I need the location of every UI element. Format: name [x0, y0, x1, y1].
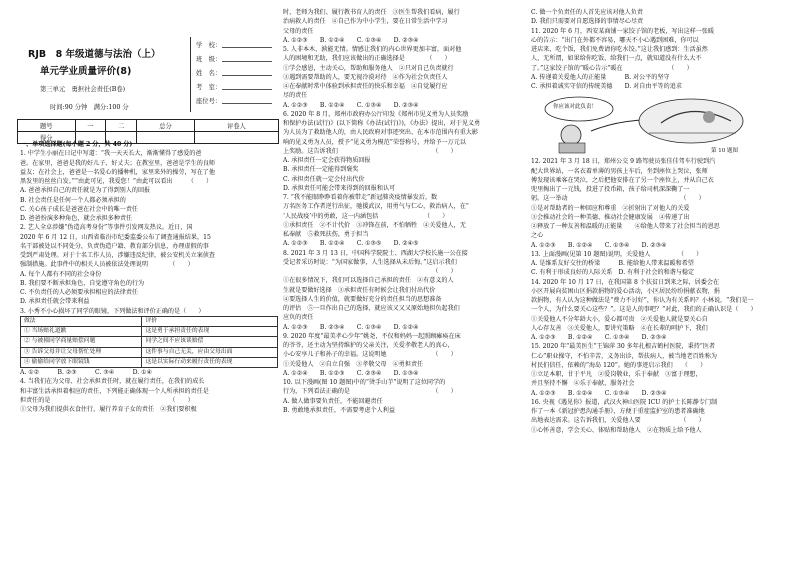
- text-line: 心的告示：“出门在外都不容易，哪天不小心遇到困难，你可以: [531, 36, 699, 44]
- text-line: 时，老师为我们、履行教书育人的责任 ③医生帮我们看病，履行: [283, 9, 460, 16]
- text-line: A. ①②③ B. ①②④ C. ①③⑤ D. ②④⑤: [283, 240, 419, 248]
- options-row: [21, 337, 278, 347]
- text-line: A. 做人做事要负责任，不能回避责任: [283, 397, 383, 405]
- text-line: D. 承担责任就会带来利益: [20, 298, 90, 306]
- score-cell: 一: [75, 120, 106, 132]
- text-line: ①是对帮助者的一种回应和尊重 ②折射出了对他人的关爱: [531, 204, 690, 212]
- text-line: 8. 2021 年 3 月 13 日，中国科学院院士、西湖大学校长施一公在接: [283, 249, 468, 257]
- text-line: 14. 2020 年 10 月 17 日，在我国第 8 个扶贫日到来之际，居委会在: [531, 278, 720, 286]
- text-line: 1. 中学生小丽在日记中写道：“我一天天长大，渐渐懂得了感爱的爸: [20, 150, 202, 158]
- info-input-line[interactable]: [222, 89, 272, 90]
- text-line: 配大世界站，一名衣着单薄的男孩上车后，坐到座位上哭泣，张师: [531, 167, 708, 175]
- text-line: A. 爸爸承担自己的责任就是为了得到别人的回报: [20, 187, 151, 195]
- text-line: ①学会感恩，主动关心，帮助和服务他人 ②只对自己负责就行: [283, 64, 454, 72]
- column-left: [20, 140, 278, 414]
- options-header: 做法: [21, 316, 142, 326]
- text-line: 和保护办法(试行)》(以下简称《办法(试行)》)，《办法》提出，对于见义勇: [283, 120, 481, 127]
- options-cell: 同学之间不应该谈赔偿: [142, 337, 278, 347]
- text-line: ①心怀善意，学会关心、体贴和帮助他人 ②在物质上给予他人: [531, 426, 702, 434]
- text-line: 一个人，为什么要关心这些？”。这是人的事吧？”对此，我们的正确认识是（ ）: [531, 306, 757, 314]
- text-line: 4. 当我们在为父母、社会承担责任时，就在履行责任，在我们的成长: [20, 378, 205, 386]
- text-line: ①关爱他人 ②自立自强 ③孝敬父母 ④勇担责任: [283, 360, 424, 368]
- options-row: [21, 347, 278, 357]
- text-line: ②释放了一种友善和温暖的正能量 ④给他人带来了社会担当的恩思: [531, 223, 720, 230]
- text-line: D. 我们只需要对自愿选择的事情尽心尽责: [531, 18, 644, 26]
- text-line: ③遇到需要帮助的人，要无视冷漠对待 ④作为社会负责任人: [283, 73, 448, 81]
- text-line: 受记者采访时说：“为国家做事，人生选择从未后悔。”这启示我们: [283, 258, 457, 266]
- options-header: 评价: [142, 316, 278, 326]
- text-line: 进店来，吃个饭，我们免费请你吃水饺。”这让我们感到：生活虽然: [531, 46, 708, 53]
- score-cell: 题号: [18, 120, 76, 132]
- text-line: B. 勇敢地承担责任，不需要考虑个人利益: [283, 406, 395, 414]
- options-cell: 这是以实际行动来履行责任的表现: [142, 357, 278, 367]
- text-line: ①立足本职，甘于平凡 ②爱岗敬业，乐于奉献 ③富于理想，: [531, 371, 702, 378]
- text-line: B. 我们要不断承担角色，自觉遵守角色的行为: [20, 279, 145, 287]
- text-line: C. 有利于形成良好的人际关系 D. 有利于社会的和谐与稳定: [531, 269, 695, 277]
- text-line: 2020 年 6 月 12 日，山西省临汾市纪委监委公布了调查通报结果，15: [20, 233, 211, 241]
- text-line: 行为，下列看法正确的是 （ ）: [283, 388, 457, 396]
- exam-subtitle: 单元学业质量评价(8): [40, 66, 132, 77]
- cartoon-caption: 第 10 题图: [711, 148, 738, 155]
- text-line: 人心存友善 ③关爱他人，要讲究策略 ④在长辈的呵护下，我们: [531, 324, 708, 332]
- info-label: 班 级：: [196, 56, 222, 63]
- score-cell: 评卷人: [194, 120, 278, 132]
- text-line: A. ①②③ B. ①②④ C. ①③④ D. ②③④: [531, 389, 667, 397]
- text-line: ①承担责任 ②不计代价 ③冲锋在前，不怕牺牲 ④关爱他人，无: [283, 221, 466, 229]
- text-line: 人，无所谓，如果给你吃饭，给我们一点，就知道没有什么大不: [531, 55, 702, 63]
- text-line: ①在很多情况下，我们可以选择自己承担的责任 ②有意义的人: [283, 277, 454, 285]
- text-line: A. ①②④ B. ①②③ C. ②③④ D. ①③④: [283, 369, 419, 377]
- text-line: 傅发现该乘客在哭泣，之后把他安排在了另一个座位上，并从自己衣: [531, 176, 714, 184]
- text-line: 私奉献 ⑤救死扶伤，勇于担当: [283, 231, 369, 238]
- text-line: 12. 2021 年 3 月 18 日，郑州公交 9 路驾驶员张佳佳驾车行驶到汽: [531, 158, 716, 166]
- options-cell: ② 与被撞同学商量赔偿问题: [21, 337, 142, 347]
- text-line: 6. 2020 年 8 月，郑州市政府办公厅印发《郑州市见义勇为人员奖励: [283, 110, 469, 118]
- exam-title: RJB 8 年级道德与法治（上）: [28, 49, 161, 60]
- column-middle: [283, 8, 523, 415]
- info-input-line[interactable]: [222, 103, 272, 104]
- text-line: 7. “我不能眼睁睁看着你被带走”新冠肺炎疫情暴发后，数: [283, 194, 438, 201]
- text-line: ④在奉献时常中体验到承担责任的快乐和幸福 ④自觉履行应: [283, 83, 448, 90]
- text-line: 9. 2020 年度“最美孝心少年”姚尧，不仅和妈妈一起照顾瘫痪在床: [283, 332, 461, 340]
- text-line: 生就是要做好选择 ③承担责任有时候会让我们付出代价: [283, 286, 436, 294]
- text-line: 一、单项选择题(每小题 2 分，共 40 分): [20, 141, 133, 148]
- options-cell: ① 当场赔礼道歉: [21, 327, 142, 337]
- text-line: 应负的责任: [283, 314, 314, 322]
- text-line: A. 传递着关爱他人的正能量 B. 对公平的坚守: [531, 73, 670, 81]
- text-line: A. ①②③ B. ①②④ C. ①③④ D. ②③④: [283, 101, 419, 109]
- text-line: 小心安享儿子和孙子的幸福。这说明她 （ ）: [283, 351, 457, 359]
- text-line: 13. 上面漫画(见第 10 题图)说明，关爱他人 （ ）: [531, 250, 703, 258]
- text-line: 受到严肃处理。对于十名工作人员，涉嫌违反纪律，被公安机关立案侦查: [20, 252, 215, 259]
- info-label: 学 校：: [196, 42, 222, 49]
- text-line: 和丰富生活承担着相应的责任，下列能正确体现一个人所承担的责任是: [20, 387, 209, 395]
- text-line: 人的困境和无助，我们应该做出的正确选择是 （ ）: [283, 55, 451, 63]
- text-line: 了。”这家饺子馆的“暖心告示”暖在 （ ）: [531, 64, 693, 72]
- text-line: C. 关心孩子成长是爸爸在社会中的唯一责任: [20, 205, 139, 213]
- text-line: A. ①② B. ②③ C. ③④ D. ①④: [20, 369, 153, 376]
- text-line: A. ①②③ B. ①②④ C. ①③④ D. ②③④: [531, 241, 667, 249]
- text-line: 黑发里的丝丝白发。”“由此可见，我爱您！”由此可以看出 （ ）: [20, 178, 213, 185]
- text-line: B. 社会责任是任何一个人都必须承担的: [20, 196, 126, 204]
- info-input-line[interactable]: [222, 75, 272, 76]
- text-line: 爸。在家里，爸爸是我的好儿子、好丈夫；在教室里，爸爸是学生的良师: [20, 159, 215, 167]
- text-line: 益友；在社会上，爸爸是一名爱心的播种机，家里来外的操劳，写在了他: [20, 168, 215, 176]
- text-line: A. ①②③ B. ①②④ C. ①③④ D. ②③④: [531, 334, 667, 341]
- options-table: [20, 316, 278, 368]
- options-cell: ④ 偷偷给同学放下眼镜钱: [21, 357, 142, 367]
- text-line: 强制措施。此事件中的相关人员被依法处理说明 （ ）: [20, 261, 194, 269]
- text-line: （ ）: [283, 268, 457, 275]
- text-line: 躬。这一举动 （ ）: [531, 195, 705, 203]
- text-line: 款捐物，有人认为这种做法是“费力不讨好”，你认为有关系吗？小林说，“我们是一: [531, 297, 754, 304]
- text-line: ③会推动社会的一种美德、推动社会健康发展 ④传递了出: [531, 213, 690, 221]
- text-line: 尽的责任: [283, 92, 308, 100]
- info-input-line[interactable]: [222, 61, 272, 62]
- text-line: 为人员为了救助他人的，由人民政府对事迹突出、在本市范围内有重大影: [283, 129, 478, 137]
- text-line: A. ①②③ B. ①②④ C. ①③④ D. ②③④: [283, 36, 419, 44]
- text-line: ①父母为我们提供衣食住行，履行养育子女的责任 ②我们要积极: [20, 406, 197, 413]
- text-line: 16. 央视《遇见你》报道，武汉火神山医院 ICU 的护士长陈静专门制: [531, 398, 718, 406]
- options-row: [21, 327, 278, 337]
- text-line: A. 是维系友好交往的桥梁 B. 能给他人带来温暖和希望: [531, 260, 694, 267]
- text-line: 15. 2020 年“最美医生”王锦萍 30 多年扎根吉鹤村医院，秉持“医者: [531, 343, 716, 351]
- text-line: 名干部被处以不同处分，负责伪造户籍、教育部分信息，办理虚假的事: [20, 242, 209, 250]
- score-table-row: [18, 120, 279, 132]
- text-line: 之心: [531, 232, 544, 240]
- text-line: A. 承担责任一定会获得物质回报: [283, 157, 371, 164]
- options-cell: ③ 告诉父母并让父母帮忙处理: [21, 347, 142, 357]
- text-line: 10. 以下漫画(图 10 题图)中的“烫手山芋”说明了这位同学的: [283, 379, 446, 386]
- cartoon-speech-bubble: 你应该对此负责！: [553, 104, 598, 111]
- score-cell: 总分: [137, 120, 195, 132]
- info-label: 姓 名：: [196, 70, 222, 77]
- text-line: D. 承担责任可能会带来得到的回报和认可: [283, 184, 396, 192]
- text-line: A. ①②③ B. ②③④ C. ①③④ D. ①②④: [283, 323, 419, 331]
- text-line: C. 承担责任就一定会付出代价: [283, 175, 365, 183]
- text-line: 治病救人的责任 ④自己作为中小学生，要在日常生活中学习: [283, 18, 448, 26]
- text-line: B. 承担责任一定能得到褒奖: [283, 166, 359, 174]
- text-line: 11. 2020 年 6 月，西安某商铺一家饺子馆的老板，写出这样一张暖: [531, 27, 715, 35]
- cartoon-figure: [531, 91, 779, 157]
- text-line: 的评估 ⑤一旦作出自己的选择，就应该又又又原始地担负起我们: [283, 305, 460, 312]
- info-label: 考 室：: [196, 84, 222, 91]
- text-line: 3. 小秀不小心损坏了同学的眼镜，下列做法和评价正确的是（ ）: [20, 307, 205, 315]
- options-cell: 这件事与自己无关，应由父母出面: [142, 347, 278, 357]
- options-cell: 这是勇于承担责任的表现: [142, 327, 278, 337]
- options-row: [21, 357, 278, 367]
- text-line: 村民们信任，依赖的“海岛 120”。她的事迹启示我们 （ ）: [531, 361, 707, 369]
- info-label: 座位号：: [196, 98, 222, 105]
- text-line: 担责任的是 （ ）: [20, 396, 194, 404]
- info-input-line[interactable]: [222, 47, 272, 48]
- cartoon-illustration: [531, 91, 771, 155]
- text-line: 2. 艺人全卓涉嫌“伪造高考身份”等事件引发网友热议。近日，国: [20, 224, 193, 232]
- time-score-label: 时间:90 分钟 满分:100 分: [50, 104, 129, 111]
- text-line: C. 做一个负责任的人首先应该对他人负责: [531, 9, 643, 16]
- text-line: 响的见义勇为人员，授予“见义勇为模范”荣誉称号，并给予一万元以: [283, 138, 466, 146]
- text-line: 5. 人非本木，孰能无情。情感让我们的内心世界更加丰富，面对他: [283, 46, 462, 53]
- text-line: 兜里掏出了一元钱，投进了投币箱，孩子给司机深深鞠了一: [531, 186, 690, 193]
- text-line: 仁心”职业操守，不怕辛苦，义务出诊，帮扶病人，被当地老百姓称为: [531, 352, 717, 360]
- text-line: ④要选择人生的价值，就要做好充分的责任担当的思想准备: [283, 295, 442, 303]
- unit-label: 第三单元 勇担社会责任(B卷): [40, 86, 126, 93]
- text-line: 父母的责任: [283, 27, 314, 35]
- score-cell: 得分: [18, 132, 76, 144]
- column-right: [531, 8, 779, 435]
- text-line: C. 不负责任的人必须要承担相应的法律责任: [20, 289, 139, 296]
- text-line: C. 承担着诚实守信的传统美德 D. 对自由平等的追求: [531, 83, 682, 90]
- text-line: 作了一本《新冠护患沟通手册》，方便于重症监护室的患者准确地: [531, 408, 705, 415]
- text-line: 出地表达需求。这告诉我们，关爱他人要 （ ）: [531, 417, 705, 425]
- text-line: ①关爱他人不分年龄大小，爱心都可贵 ②关爱他人就是要关心自: [531, 315, 708, 323]
- text-line: ‘人民战疫’中的勇敢，这一内涵包括 （ ）: [283, 212, 449, 220]
- text-line: 并且坚持不懈 ④乐于奉献，服务社会: [531, 380, 635, 388]
- score-cell: 二: [106, 120, 137, 132]
- text-line: 万名医务工作者逆行出征，驰援武汉，用勇气与仁心，救治病人，在“: [283, 203, 469, 211]
- text-line: D. 爸爸扮演多种角色，就会承担多种责任: [20, 215, 133, 222]
- text-line: 的爷爷，还主动为坚持维护的父亲关注，关爱孝敬老人的真心，: [283, 342, 454, 349]
- text-line: 小区开展向贫困山区捐款捐物的爱心活动，小区居民纷纷捐献衣物，捐: [531, 287, 720, 295]
- text-line: A. 每个人都有不同的社会身份: [20, 270, 102, 278]
- text-line: 上奖励。这告诉我们 （ ）: [283, 147, 457, 155]
